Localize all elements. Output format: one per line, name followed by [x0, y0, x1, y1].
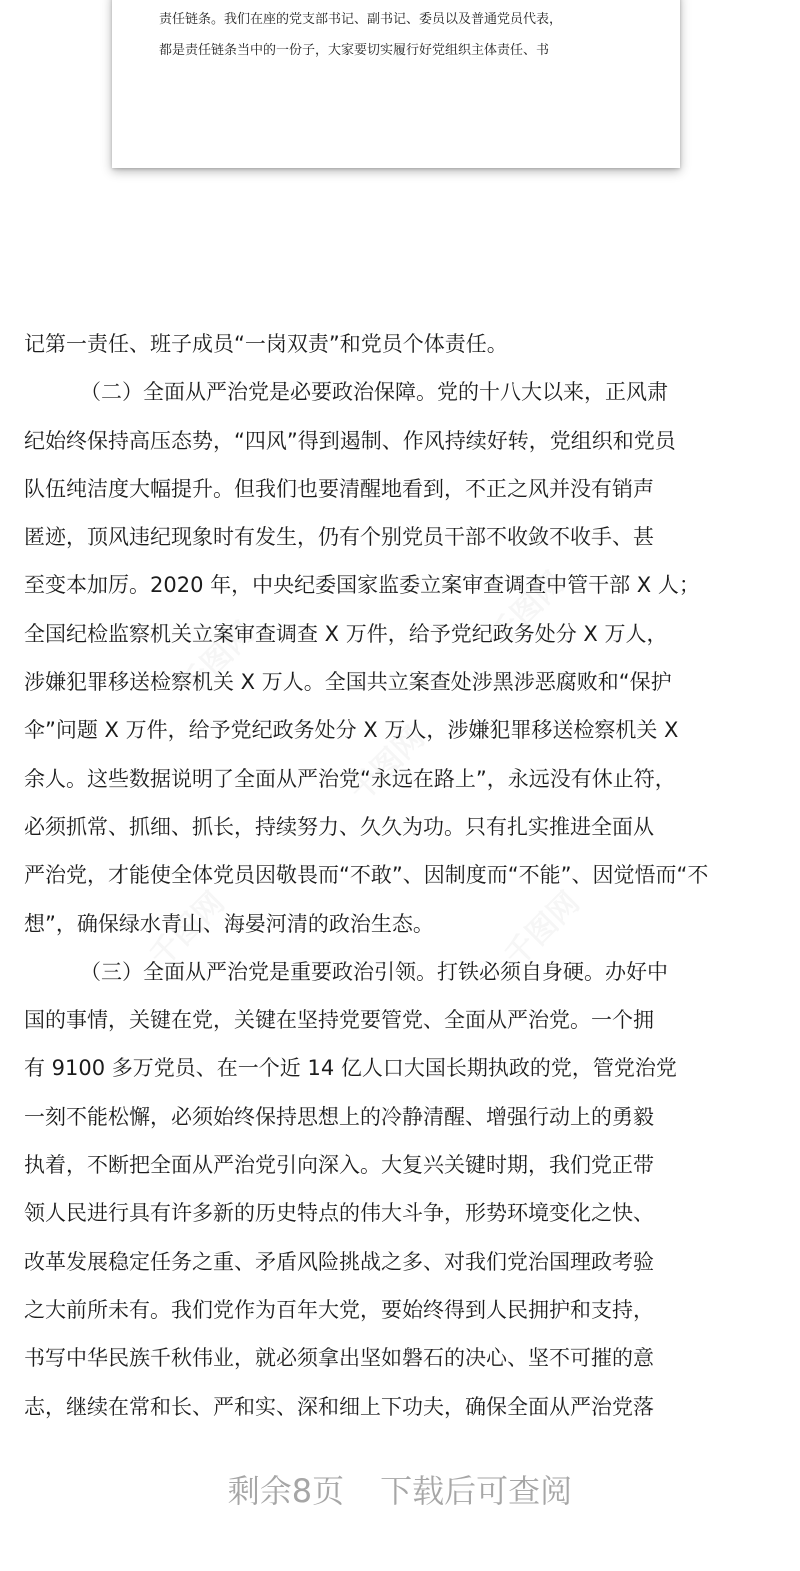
text-line: 必须抓常、抓细、抓长，持续努力、久久为功。只有扎实推进全面从: [24, 814, 654, 839]
text-line: 严治党，才能使全体党员因敬畏而“不敢”、因制度而“不能”、因觉悟而“不: [24, 863, 709, 888]
remaining-pages-label: 剩余8页: [227, 1472, 345, 1510]
text-line: 想”，确保绿水青山、海晏河清的政治生态。: [24, 911, 434, 936]
watermark-logo: 千图网: [483, 565, 572, 654]
text-line: 之大前所未有。我们党作为百年大党，要始终得到人民拥护和支持，: [24, 1297, 654, 1322]
document-body: [24, 320, 776, 1431]
text-line: 国的事情，关键在党，关键在坚持党要管党、全面从严治党。一个拥: [24, 1008, 654, 1033]
text-line: 至变本加厉。2020 年，中央纪委国家监委立案审查调查中管干部 X 人；: [24, 573, 700, 598]
text-line: 余人。这些数据说明了全面从严治党“永远在路上”，永远没有休止符，: [24, 766, 676, 791]
text-line: 领人民进行具有许多新的历史特点的伟大斗争，形势环境变化之快、: [24, 1201, 654, 1226]
text-line: 志，继续在常和长、严和实、深和细上下功夫，确保全面从严治党落: [24, 1394, 654, 1419]
text-line: 有 9100 多万党员、在一个近 14 亿人口大国长期执政的党，管党治党: [24, 1056, 677, 1081]
text-line: 纪始终保持高压态势，“四风”得到遏制、作风持续好转，党组织和党员: [24, 428, 676, 453]
text-line: 一刻不能松懈，必须始终保持思想上的冷静清醒、增强行动上的勇毅: [24, 1104, 654, 1129]
text-line: 伞”问题 X 万件，给予党纪政务处分 X 万人，涉嫌犯罪移送检察机关 X: [24, 718, 679, 743]
watermark-logo: 千图网: [498, 885, 587, 974]
text-line: 涉嫌犯罪移送检察机关 X 万人。全国共立案查处涉黑涉恶腐败和“保护: [24, 670, 672, 695]
watermark-logo: 千图网: [173, 615, 262, 704]
preview-page-card: [112, 0, 680, 168]
text-line: 改革发展稳定任务之重、矛盾风险挑战之多、对我们党治国理政考验: [24, 1249, 654, 1274]
watermark-logo: 千图网: [343, 720, 432, 809]
text-line: 匿迹，顶风违纪现象时有发生，仍有个别党员干部不收敛不收手、甚: [24, 525, 654, 550]
text-line: 记第一责任、班子成员“一岗双责”和党员个体责任。: [24, 332, 508, 356]
preview-line: 责任链条。我们在座的党支部书记、副书记、委员以及普通党员代表，: [159, 12, 563, 27]
download-prompt-button[interactable]: [0, 1466, 800, 1516]
text-line: 书写中华民族千秋伟业，就必须拿出坚如磐石的决心、坚不可摧的意: [24, 1346, 654, 1371]
text-line: 全国纪检监察机关立案审查调查 X 万件，给予党纪政务处分 X 万人，: [24, 621, 668, 646]
preview-line: 都是责任链条当中的一份子，大家要切实履行好党组织主体责任、书: [159, 43, 550, 58]
text-line: 队伍纯洁度大幅提升。但我们也要清醒地看到，不正之风并没有销声: [24, 476, 654, 501]
watermark-logo: 千图网: [143, 885, 232, 974]
download-to-view-label: 下载后可查阅: [380, 1472, 573, 1510]
paragraph-heading: （三）全面从严治党是重要政治引领。打铁必须自身硬。办好中: [80, 959, 668, 984]
paragraph-heading: （二）全面从严治党是必要政治保障。党的十八大以来，正风肃: [80, 380, 668, 405]
text-line: 执着，不断把全面从严治党引向深入。大复兴关键时期，我们党正带: [24, 1153, 654, 1178]
